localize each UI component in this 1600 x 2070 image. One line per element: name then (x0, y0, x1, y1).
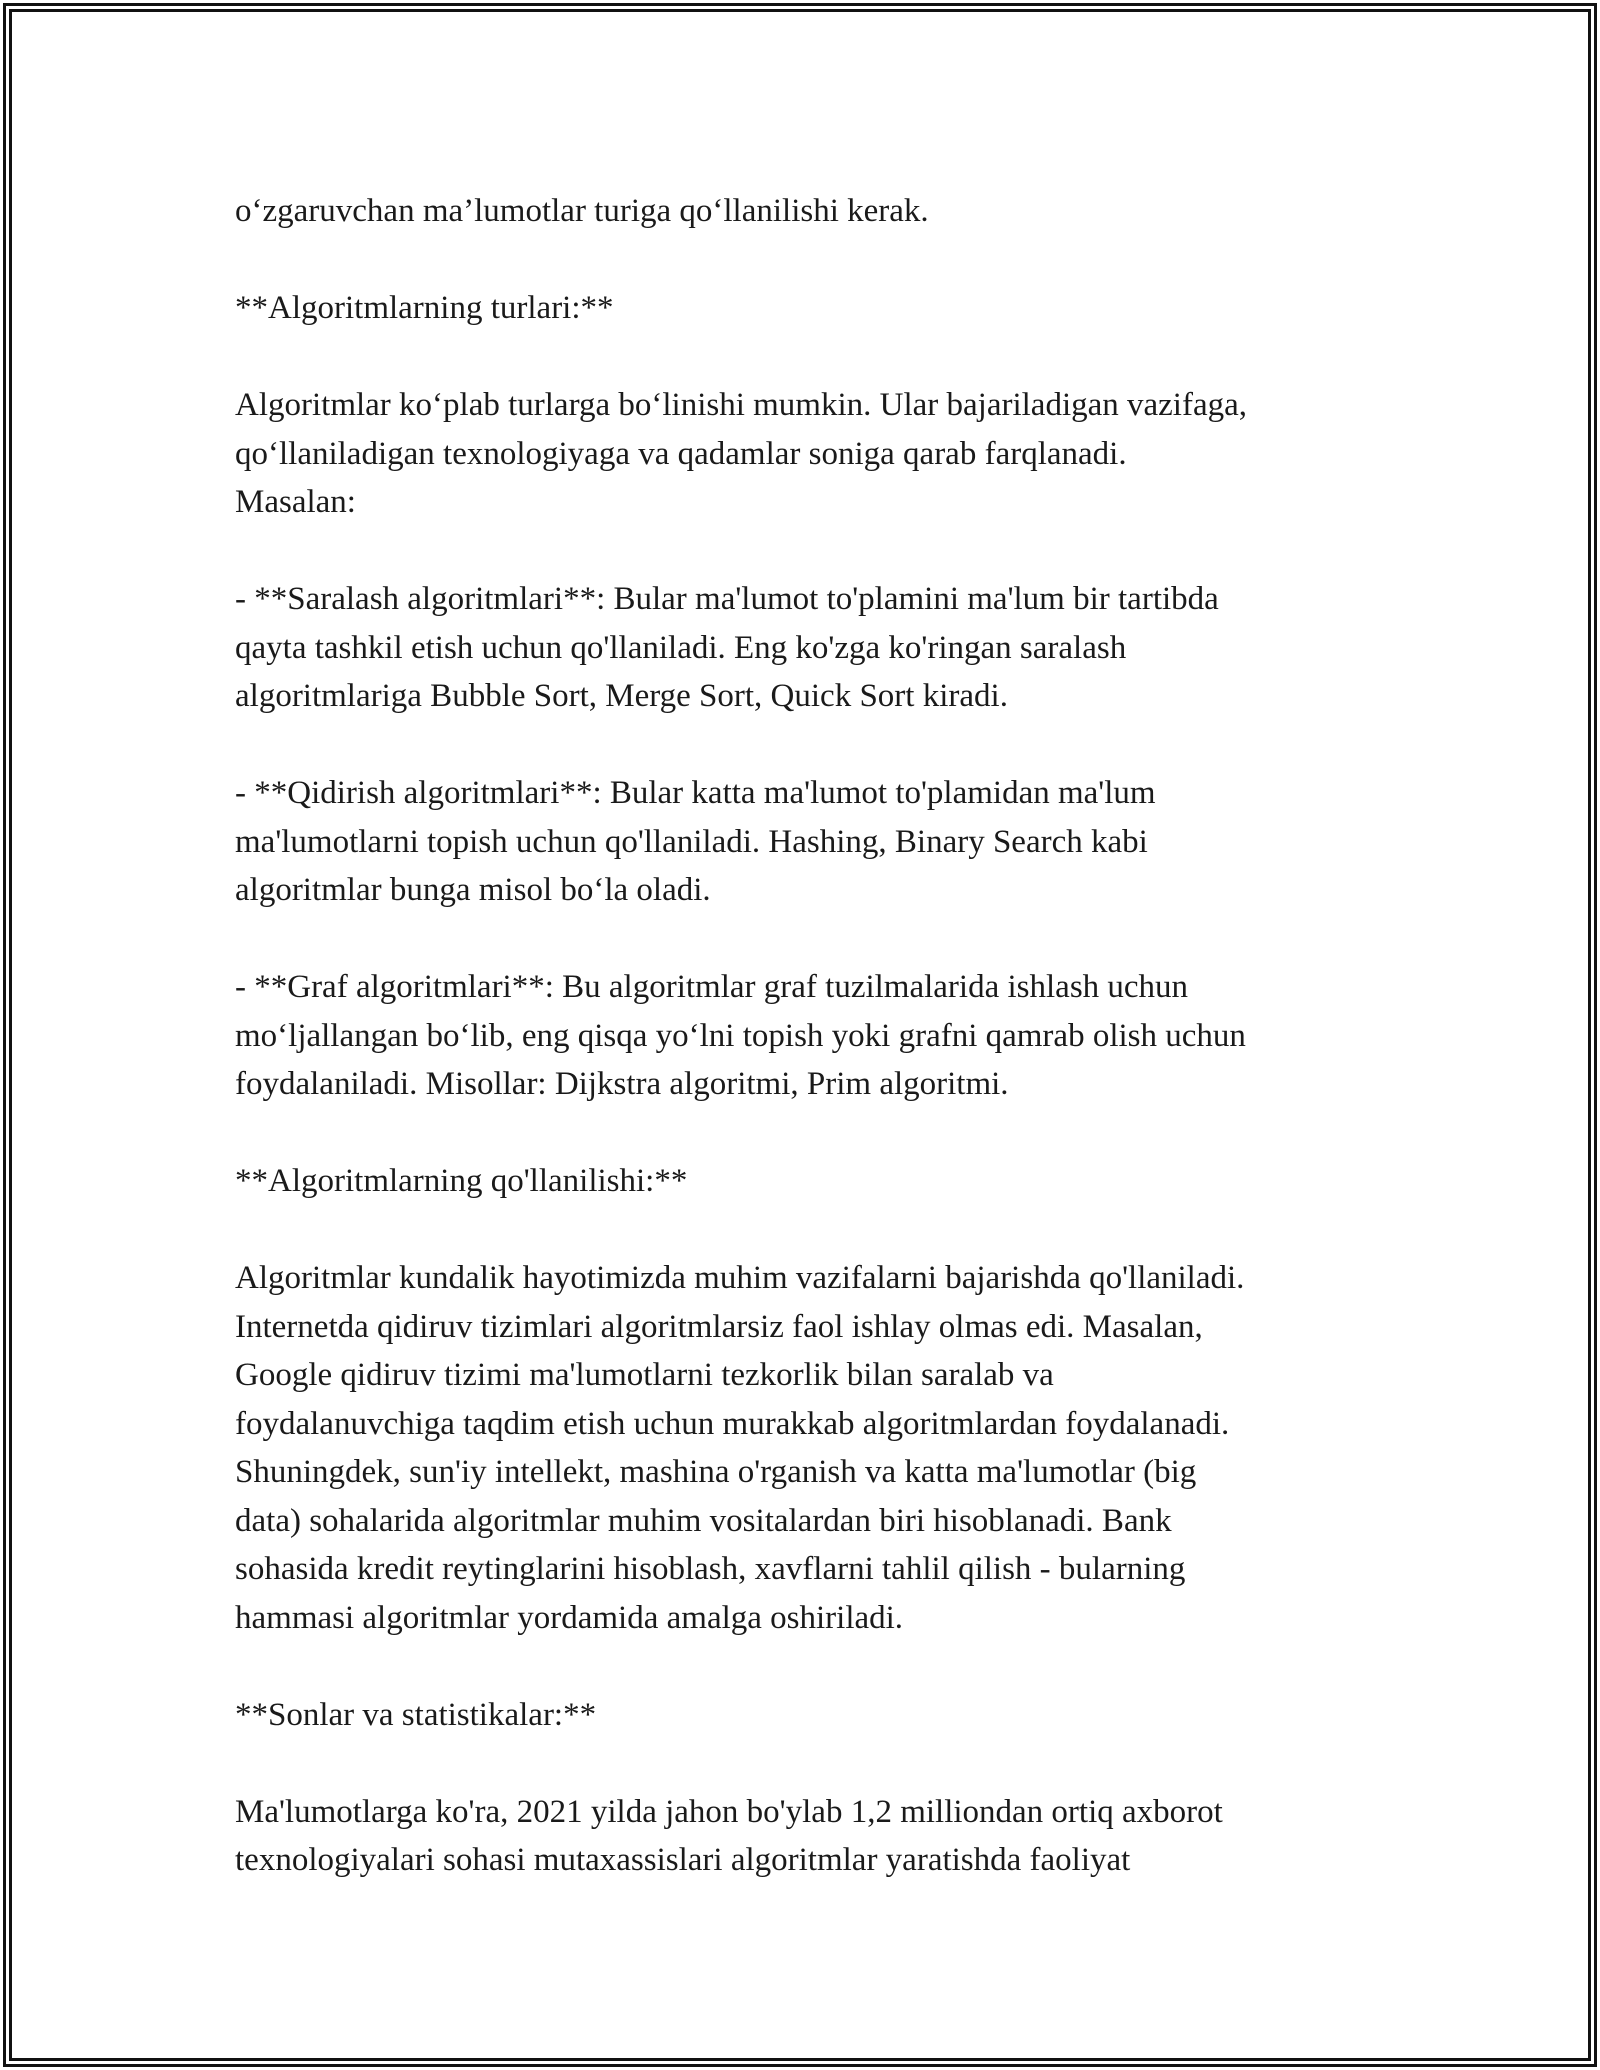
list-item-searching: - **Qidirish algoritmlari**: Bular katta ma'lumot to'plamidan ma'lum ma'lumotlarni topish uchun qo'llaniladi. Hashing, Binary Search kabi algoritmlar bunga misol bo‘la oladi. (235, 775, 1156, 908)
heading-applications: **Algoritmlarning qo'llanilishi:** (235, 1163, 688, 1199)
paragraph-algorithm-types: Algoritmlar ko‘plab turlarga bo‘linishi mumkin. Ular bajariladigan vazifaga, qo‘llaniladigan texnologiyaga va qadamlar soniga qarab farqlanadi. Masalan: (235, 387, 1248, 520)
paragraph-intro: o‘zgaruvchan ma’lumotlar turiga qo‘llanilishi kerak. (235, 193, 929, 229)
heading-algorithm-types: **Algoritmlarning turlari:** (235, 290, 614, 326)
paragraph-statistics: Ma'lumotlarga ko'ra, 2021 yilda jahon bo'ylab 1,2 milliondan ortiq axborot texnologiyalari sohasi mutaxassislari algoritmlar yaratishda faoliyat (235, 1793, 1223, 1878)
paragraph-applications: Algoritmlar kundalik hayotimizda muhim vazifalarni bajarishda qo'llaniladi. Internetda qidiruv tizimlari algoritmlarsiz faol ishlay olmas edi. Masalan, Google qidiruv tizimi ma'lumotlarni tezkorlik bilan saralab va foydalanuvchiga taqdim etish uchun murakkab algoritmlardan foydalanadi. Shuningdek, sun'iy intellekt, mashina o'rganish va katta ma'lumotlar (big data) sohalarida algoritmlar muhim vositalardan biri hisoblanadi. Bank sohasida kredit reytinglarini hisoblash, xavflarni tahlil qilish - bularning hammasi algoritmlar yordamida amalga oshiriladi. (235, 1260, 1245, 1636)
document-body (235, 187, 1415, 1885)
heading-statistics: **Sonlar va statistikalar:** (235, 1696, 597, 1733)
list-item-sorting: - **Saralash algoritmlari**: Bular ma'lumot to'plamini ma'lum bir tartibda qayta tashkil etish uchun qo'llaniladi. Eng ko'zga ko'ringan saralash algoritmlariga Bubble Sort, Merge Sort, Quick Sort kiradi. (235, 581, 1219, 714)
list-item-graph: - **Graf algoritmlari**: Bu algoritmlar graf tuzilmalarida ishlash uchun mo‘ljallangan bo‘lib, eng qisqa yo‘lni topish yoki grafni qamrab olish uchun foydalaniladi. Misollar: Dijkstra algoritmi, Prim algoritmi. (235, 969, 1246, 1102)
